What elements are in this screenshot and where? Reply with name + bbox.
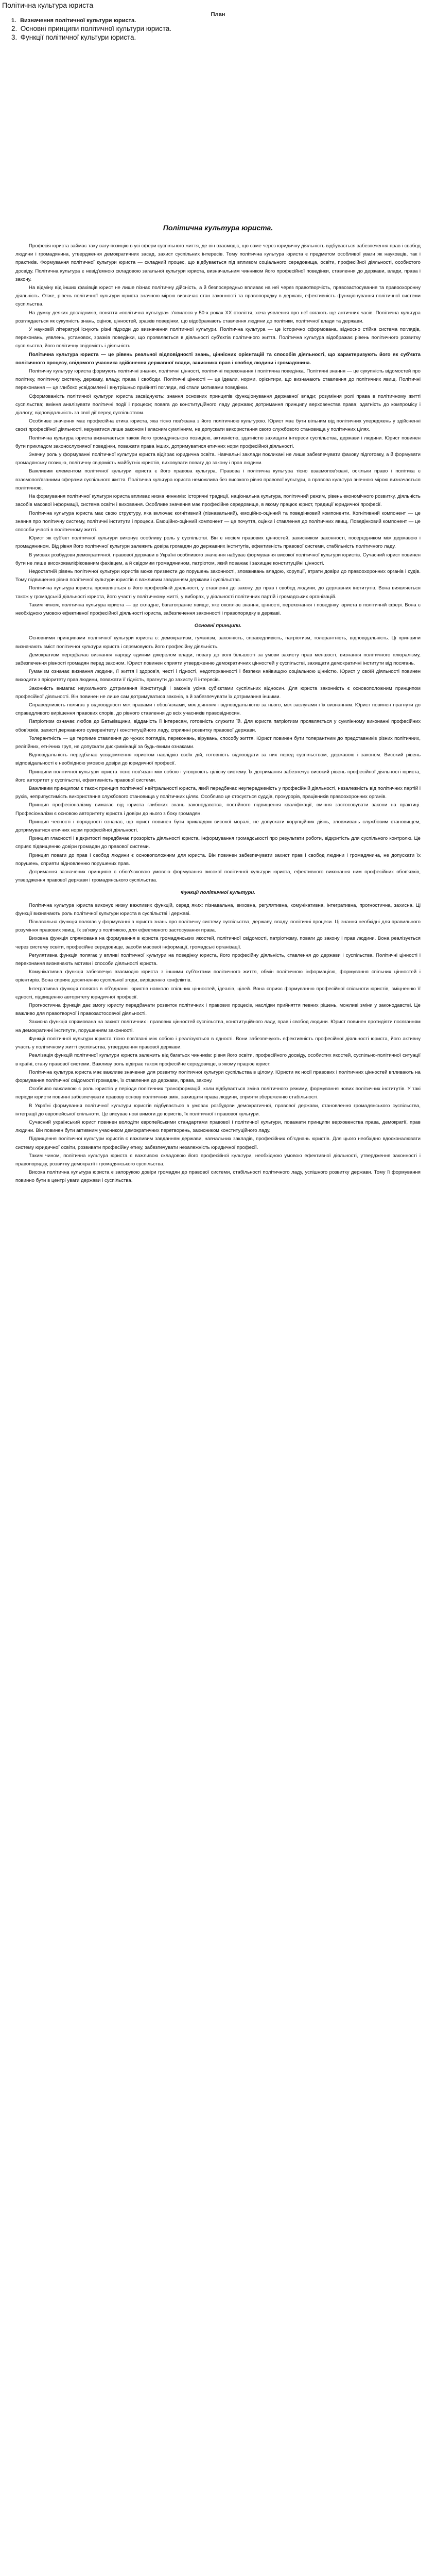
paragraph: Виховна функція спрямована на формування в юриста громадянських якостей, політичної свідомості, патріотизму, поваги до закону і прав людини. Вона реалізується через систему освіти, професійне середовище, засоби масової інформації, громадські організації. — [15, 936, 421, 950]
paragraph: Політична культура юриста має свою структуру, яка включає когнітивний (пізнавальний), емоційно-оцінний та поведінковий компоненти. Когнітивний компонент — це знання про політичну систему, політичні інститути і процеси. Емоційно-оцінний компонент — це почуття, оцінки і ставлення до політичних явищ. Поведінковий компонент — це способи участі в політичному житті. — [15, 510, 421, 533]
paragraph: У науковій літературі існують різні підходи до визначення політичної культури. Політична культура — це історично сформована, відносно стійка система поглядів, переконань, уявлень, установок, зразків поведінки, що проявляється в діяльності суб'єктів політичного життя. Політична культура відображає рівень політичного розвитку суспільства, його політичну свідомість і діяльність. — [15, 327, 421, 349]
plan-item-number: 1. — [11, 18, 16, 24]
plan-item-text: Визначення політичної культури юриста. — [20, 18, 136, 24]
paragraph: На відміну від інших фахівців юрист не лише пізнає політичну дійсність, а й безпосередньо впливає на неї через правотворчість, правозастосування та правоохоронну діяльність. Отже, рівень політичної культури юриста значною мірою визначає стан законності та правопорядку в державі, ефективність функціонування політичної системи суспільства. — [15, 285, 421, 308]
paragraph: Комунікативна функція забезпечує взаємодію юриста з іншими суб'єктами політичного життя, обмін політичною інформацією, формування спільних цінностей і орієнтирів. Вона сприяє досягненню суспільної згоди, вирішенню конфліктів. — [15, 969, 421, 984]
paragraph: Функції політичної культури юриста тісно пов'язані між собою і реалізуються в єдності. Вони забезпечують ефективність професійної діяльності юриста, його активну участь у політичному житті суспільства, утвердження правової держави. — [15, 1036, 421, 1050]
paragraph: Інтегративна функція полягає в об'єднанні юристів навколо спільних цінностей, ідеалів, цілей. Вона сприяє формуванню професійної спільноти юристів, зміцненню її єдності, підвищенню авторитету юридичної професії. — [15, 986, 421, 1000]
paragraph: Реалізація функцій політичної культури юриста залежить від багатьох чинників: рівня його освіти, професійного досвіду, особистих якостей, суспільно-політичної ситуації в країні, стану правової системи. Важливу роль відіграє також професійне середовище, в якому працює юрист. — [15, 1053, 421, 1067]
subsection-heading: Основні принципи. — [194, 623, 242, 629]
plan-item-number: 2. — [11, 24, 18, 32]
paragraph: Значну роль у формуванні політичної культури юриста відіграє юридична освіта. Навчальні заклади покликані не лише забезпечувати фахову підготовку, а й формувати громадянську позицію, політичну свідомість майбутніх юристів, виховувати повагу до закону і прав людини. — [15, 452, 421, 466]
paragraph: Політичну культуру юриста формують політичні знання, політичні цінності, політичні переконання і політична поведінка. Політичні знання — це сукупність відомостей про політику, політичну систему, державу, владу, права і свободи. Політичні цінності — це ідеали, норми, орієнтири, що визначають ставлення до політичних явищ. Політичні переконання — це глибоко усвідомлені і внутрішньо прийняті погляди, які стали мотивами поведінки. — [15, 368, 421, 391]
plan-heading: План — [211, 11, 225, 18]
paragraph: Справедливість полягає у відповідності між правами і обов'язками, між діянням і відповідальністю за нього, між заслугами і їх визнанням. Юрист повинен прагнути до справедливого вирішення правових спорів, до рівного ставлення до всіх учасників правовідносин. — [15, 702, 421, 717]
subsection-heading: Функції політичної культури. — [181, 890, 255, 896]
paragraph: Недостатній рівень політичної культури юристів може призвести до порушень законності, зловживань владою, корупції, втрати довіри до правоохоронних органів і судів. Тому підвищення рівня політичної культури юристів є важливим завданням держави і суспільства. — [15, 568, 421, 583]
paragraph: Захисна функція спрямована на захист політичних і правових цінностей суспільства, конституційного ладу, прав і свобод людини. Юрист повинен протидіяти посяганням на демократичні інститути, порушенням законності. — [15, 1019, 421, 1033]
paragraph: На думку деяких дослідників, поняття «політична культура» з'явилося у 50-х роках XX століття, хоча уявлення про неї сягають ще античних часів. Політична культура розглядається як сукупність знань, оцінок, цінностей, зразків поведінки, що відображають ставлення людини до політики, політичної влади та держави. — [15, 310, 421, 324]
plan-item — [11, 33, 171, 42]
paragraph: Законність вимагає неухильного дотримання Конституції і законів усіма суб'єктами суспільних відносин. Для юриста законність є основоположним принципом професійної діяльності. Він повинен не лише сам дотримуватися законів, а й забезпечувати їх дотримання іншими. — [15, 685, 421, 700]
paragraph: Підвищення політичної культури юристів є важливим завданням держави, навчальних закладів, професійних об'єднань юристів. Для цього необхідно вдосконалювати систему юридичної освіти, розвивати професійну етику, забезпечувати незалежність юридичної професії. — [15, 1136, 421, 1150]
paragraph: Патріотизм означає любов до Батьківщини, відданість її інтересам, готовність служити їй. Для юриста патріотизм проявляється у сумлінному виконанні професійних обов'язків, захисті державного суверенітету і конституційного ладу, сприянні розвитку правової держави. — [15, 719, 421, 733]
paragraph: Професія юриста займає таку вагу-позицію в усі сфери суспільного життя, де він взаємодіє, що саме через юридичну діяльність відбувається забезпечення прав і свобод людини і громадянина, утвердження демократичних засад, захист суспільних інтересів. Тому політична культура юриста є предметом особливої уваги як науковців, так і практиків. Формування політичної культури юриста — складний процес, що відбувається під впливом соціального середовища, освіти, професійної діяльності, особистого досвіду. Політична культура є невід'ємною складовою загальної культури юриста, визначальним чинником його професійної поведінки, ставлення до держави, влади, права і закону. — [15, 243, 421, 282]
paragraph: Принципи політичної культури юриста тісно пов'язані між собою і утворюють цілісну систему. Їх дотримання забезпечує високий рівень професійної діяльності юриста, його авторитет у суспільстві, ефективність правової системи. — [15, 769, 421, 783]
paragraph: Регулятивна функція полягає у впливі політичної культури на поведінку юриста, його професійну діяльність, ставлення до держави і суспільства. Політичні цінності і переконання визначають мотиви і способи діяльності юриста. — [15, 952, 421, 967]
body-text — [15, 242, 421, 1185]
paragraph: Відповідальність передбачає усвідомлення юристом наслідків своїх дій, готовність відповідати за них перед суспільством, державою і законом. Високий рівень відповідальності є необхідною умовою довіри до юридичної професії. — [15, 752, 421, 767]
paragraph: Важливим елементом політичної культури юриста є його правова культура. Правова і політична культура тісно взаємопов'язані, оскільки право і політика є взаємопов'язаними сферами суспільного життя. Політична культура юриста неможлива без високого рівня правової культури, а правова культура значною мірою визначається політичною. — [15, 468, 421, 491]
paragraph: Пізнавальна функція полягає у формуванні в юриста знань про політичну систему суспільства, державу, владу, політичні процеси. Ці знання необхідні для правильного розуміння правових явищ, їх зв'язку з політикою, для ефективного застосування права. — [15, 919, 421, 934]
paragraph: В Україні формування політичної культури юристів відбувається в умовах розбудови демократичної, правової держави, становлення громадянського суспільства, інтеграції до європейської спільноти. Це висуває нові вимоги до юристів, їх політичної і правової культури. — [15, 1103, 421, 1117]
paragraph: Демократизм передбачає визнання народу єдиним джерелом влади, повагу до волі більшості за умови захисту прав меншості, визнання політичного плюралізму, забезпечення рівності громадян перед законом. Юрист повинен сприяти утвердженню демократичних цінностей у суспільстві, захищати демократичні інститути від посягань. — [15, 652, 421, 666]
paragraph: Принцип професіоналізму вимагає від юриста глибоких знань законодавства, постійного підвищення кваліфікації, вміння застосовувати закони на практиці. Професіоналізм є основою авторитету юриста і довіри до нього з боку громадян. — [15, 802, 421, 817]
paragraph: На формування політичної культури юриста впливає низка чинників: історичні традиції, національна культура, політичний режим, рівень економічного розвитку, діяльність засобів масової інформації, система освіти і виховання. Особливе значення має професійне середовище, в якому працює юрист, традиції юридичної професії. — [15, 494, 421, 508]
plan-item-text: Основні принципи політичної культури юриста. — [20, 24, 171, 32]
paragraph: Таким чином, політична культура юриста є важливою складовою його професійної культури, необхідною умовою ефективної діяльності, утвердження законності і правопорядку, розвитку демократії і громадянського суспільства. — [15, 1153, 421, 1167]
paragraph: Політична культура юриста виконує низку важливих функцій, серед яких: пізнавальна, виховна, регулятивна, комунікативна, інтегративна, прогностична, захисна. Ці функції визначають роль політичної культури юриста в суспільстві і державі. — [15, 902, 421, 917]
paragraph: Висока політична культура юриста є запорукою довіри громадян до правової системи, стабільності політичного ладу, успішного розвитку держави. Тому її формування повинно бути в центрі уваги держави і суспільства. — [15, 1170, 421, 1184]
paragraph: Принцип поваги до прав і свобод людини є основоположним для юриста. Він повинен забезпечувати захист прав і свобод людини і громадянина, не допускати їх порушень, сприяти відновленню порушених прав. — [15, 852, 421, 867]
document-title: Політична культура юриста — [2, 1, 94, 9]
paragraph: Політична культура юриста проявляється в його професійній діяльності, у ставленні до закону, до прав і свобод людини, до державних інститутів. Вона виявляється також у громадській діяльності юриста, його участі у політичному житті, у виборах, у діяльності політичних партій і громадських організацій. — [15, 585, 421, 600]
paragraph: Сформованість політичної культури юриста засвідчують: знання основних принципів функціонування державної влади; розуміння ролі права в політичному житті суспільства; вміння аналізувати політичні події і процеси; повага до конституційного ладу держави; дотримання принципу верховенства права; здатність до компромісу і діалогу; відповідальність за свої дії перед суспільством. — [15, 393, 421, 416]
paragraph: Прогностична функція дає змогу юристу передбачати розвиток політичних і правових процесів, наслідки прийняття певних рішень, можливі зміни у законодавстві. Це важливо для правотворчої і правозастосовчої діяльності. — [15, 1003, 421, 1017]
plan-item — [11, 25, 171, 33]
paragraph: Таким чином, політична культура юриста — це складне, багатогранне явище, яке охоплює знання, цінності, переконання і поведінку юриста в політичній сфері. Вона є необхідною умовою ефективної професійної діяльності юриста, забезпечення законності і правопорядку в державі. — [15, 602, 421, 616]
paragraph: Політична культура юриста визначається також його громадянською позицією, активністю, здатністю захищати інтереси суспільства, держави і людини. Юрист повинен бути прикладом законослухняної поведінки, поважати права інших, дотримуватися етичних норм професійної діяльності. — [15, 435, 421, 449]
paragraph: Політична культура юриста — це рівень реальної відповідності знань, ціннісних орієнтацій та способів діяльності, що характеризують його як суб'єкта політичного процесу, свідомого учасника здійснення державної влади, захисника прав і свобод людини і громадянина. — [15, 351, 421, 366]
plan-item-number: 3. — [11, 33, 18, 41]
paragraph: Юрист як суб'єкт політичної культури виконує особливу роль у суспільстві. Він є носієм правових цінностей, захисником законності, посередником між державою і громадянином. Від рівня його політичної культури залежить довіра громадян до державних інститутів, ефективність правової системи, стабільність політичного ладу. — [15, 535, 421, 550]
paragraph: Дотримання зазначених принципів є обов'язковою умовою формування високої політичної культури юриста, ефективного виконання ним професійних обов'язків, утвердження правової держави і громадянського суспільства. — [15, 869, 421, 884]
paragraph: Толерантність — це терпиме ставлення до чужих поглядів, переконань, вірувань, способу життя. Юрист повинен бути толерантним до представників різних політичних, релігійних, етнічних груп, не допускати дискримінації за будь-якими ознаками. — [15, 735, 421, 750]
plan-list — [11, 18, 171, 42]
plan-item-text: Функції політичної культури юриста. — [20, 33, 136, 41]
paragraph: Особливо важливою є роль юристів у періоди політичних трансформацій, коли відбувається зміна політичного режиму, формування нових політичних інститутів. У такі періоди юристи повинні забезпечувати правову основу політичних змін, захищати права людини, сприяти збереженню стабільності. — [15, 1086, 421, 1100]
paragraph: Принцип гласності і відкритості передбачає прозорість діяльності юриста, інформування громадськості про результати роботи, відкритість для суспільного контролю. Це сприяє підвищенню довіри громадян до правової системи. — [15, 836, 421, 850]
paragraph: В умовах розбудови демократичної, правової держави в Україні особливого значення набуває формування високої політичної культури юристів. Сучасний юрист повинен бути не лише висококваліфікованим фахівцем, а й свідомим громадянином, патріотом, який поважає і захищає конституційні цінності. — [15, 552, 421, 566]
paragraph: Важливим принципом є також принцип політичної нейтральності юриста, який передбачає неупередженість у професійній діяльності, незалежність від політичних партій і рухів, неприпустимість використання службового становища у політичних цілях. Особливо це стосується суддів, прокурорів, працівників правоохоронних органів. — [15, 786, 421, 800]
paragraph: Сучасний український юрист повинен володіти європейськими стандартами правової і політичної культури, поважати принципи верховенства права, демократії, прав людини. Він повинен бути активним учасником демократичних перетворень, захисником конституційного ладу. — [15, 1119, 421, 1134]
paragraph: Основними принципами політичної культури юриста є: демократизм, гуманізм, законність, справедливість, патріотизм, толерантність, відповідальність. Ці принципи визначають зміст політичної культури юриста і спрямовують його професійну діяльність. — [15, 635, 421, 650]
paragraph: Політична культура юриста має важливе значення для розвитку політичної культури суспільства в цілому. Юристи як носії правових і політичних цінностей впливають на формування політичної свідомості громадян, їх ставлення до держави, права, закону. — [15, 1069, 421, 1083]
section-title: Політична культура юриста. — [163, 224, 273, 232]
plan-item — [11, 18, 171, 25]
paragraph: Особливе значення має професійна етика юриста, яка тісно пов'язана з його політичною культурою. Юрист має бути вільним від політичних упереджень у здійсненні своєї професійної діяльності, керуватися лише законом і власним сумлінням, не допускати використання свого службового становища у політичних цілях. — [15, 418, 421, 433]
paragraph: Принцип чесності і порядності означає, що юрист повинен бути прикладом високої моралі, не допускати корупційних діянь, зловживань службовим становищем, дотримуватися етичних норм професійної діяльності. — [15, 819, 421, 834]
paragraph: Гуманізм означає визнання людини, її життя і здоров'я, честі і гідності, недоторканності і безпеки найвищою соціальною цінністю. Юрист у своїй діяльності повинен виходити з пріоритету прав людини, поважати її гідність, прагнути до захисту її інтересів. — [15, 669, 421, 683]
